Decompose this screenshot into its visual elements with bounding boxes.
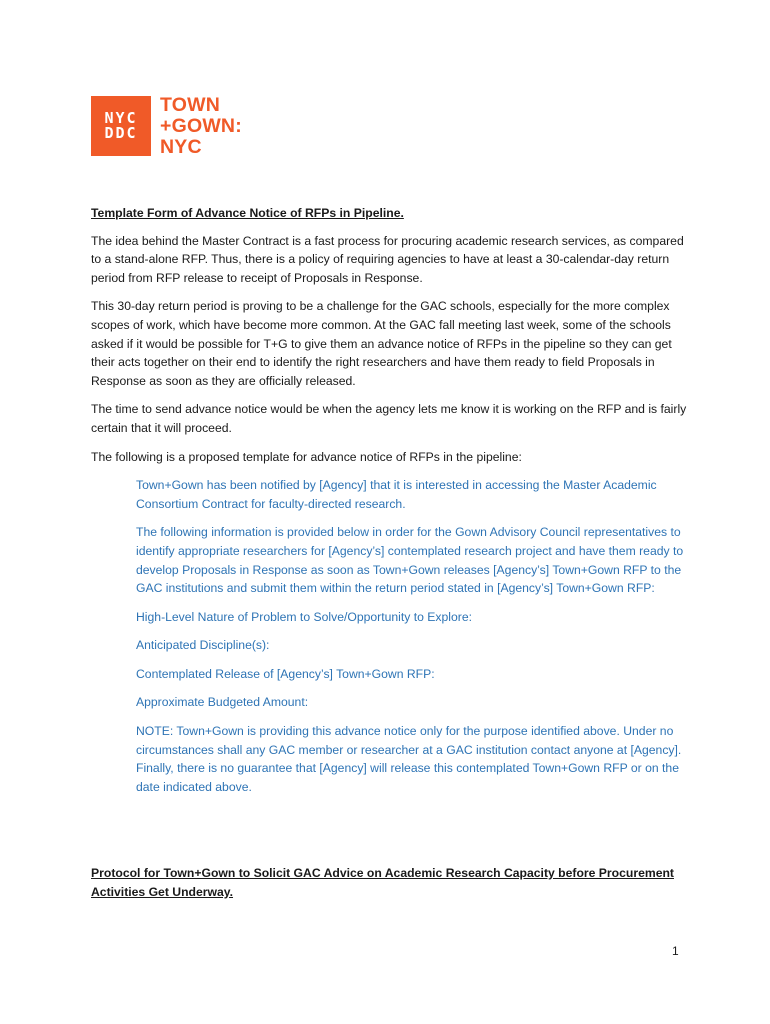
protocol-heading: Protocol for Town+Gown to Solicit GAC Advice on Academic Research Capacity before Procurement Activities Get Underway. bbox=[91, 866, 674, 899]
template-field-discipline: Anticipated Discipline(s): bbox=[136, 638, 270, 653]
logo-line-2: +GOWN: bbox=[160, 115, 242, 137]
template-note: NOTE: Town+Gown is providing this advance notice only for the purpose identified above. Under no circumstances shall any GAC member or researcher at a GAC institution contact anyone at [Agency]. Finally, there is no guarantee that [Agency] will release this contemplated Town+Gown RFP or on the date indicated above. bbox=[136, 724, 682, 794]
page-number: 1 bbox=[672, 944, 679, 958]
logo-line-3: NYC bbox=[160, 136, 202, 158]
paragraph-template-intro: The following is a proposed template for advance notice of RFPs in the pipeline: bbox=[91, 449, 522, 464]
template-information: The following information is provided below in order for the Gown Advisory Council representatives to identify appropriate researchers for [Agency’s] contemplated research project and have them ready to develop Proposals in Response as soon as Town+Gown releases [Agency’s] Town+Gown RFP to the GAC institutions and submit them within the return period stated in [Agency’s] Town+Gown RFP: bbox=[136, 525, 684, 596]
logo-line-1: TOWN bbox=[160, 94, 221, 116]
template-block bbox=[136, 476, 691, 796]
template-notification: Town+Gown has been notified by [Agency] that it is interested in accessing the Master Academic Consortium Contract for faculty-directed research. bbox=[136, 478, 657, 511]
paragraph-timing: The time to send advance notice would be when the agency lets me know it is working on the RFP and is fairly certain that it will proceed. bbox=[91, 402, 687, 435]
logo-mark-bottom: DDC bbox=[104, 124, 138, 142]
logo-wordmark bbox=[160, 95, 242, 158]
document-title: Template Form of Advance Notice of RFPs in Pipeline. bbox=[91, 206, 404, 220]
document-body bbox=[91, 204, 691, 806]
paragraph-challenge: This 30-day return period is proving to be a challenge for the GAC schools, especially for the more complex scopes of work, which have become more common. At the GAC fall meeting last week, some of the schools asked if it would be possible for T+G to give them an advance notice of RFPs in the pipeline so they can get their acts together on their end to identify the right researchers and have them ready to field Proposals in Response as soon as they are officially released. bbox=[91, 299, 672, 388]
nyc-ddc-logo-mark bbox=[91, 96, 151, 156]
template-field-release: Contemplated Release of [Agency’s] Town+Gown RFP: bbox=[136, 666, 435, 681]
logo-mark-top: NYC bbox=[104, 109, 138, 127]
paragraph-intro: The idea behind the Master Contract is a fast process for procuring academic research services, as compared to a stand-alone RFP. Thus, there is a policy of requiring agencies to have at least a 30-calendar-day return period from RFP release to receipt of Proposals in Response. bbox=[91, 233, 684, 285]
template-field-problem: High-Level Nature of Problem to Solve/Opportunity to Explore: bbox=[136, 609, 473, 624]
template-field-budget: Approximate Budgeted Amount: bbox=[136, 695, 309, 710]
town-gown-logo bbox=[91, 96, 261, 156]
